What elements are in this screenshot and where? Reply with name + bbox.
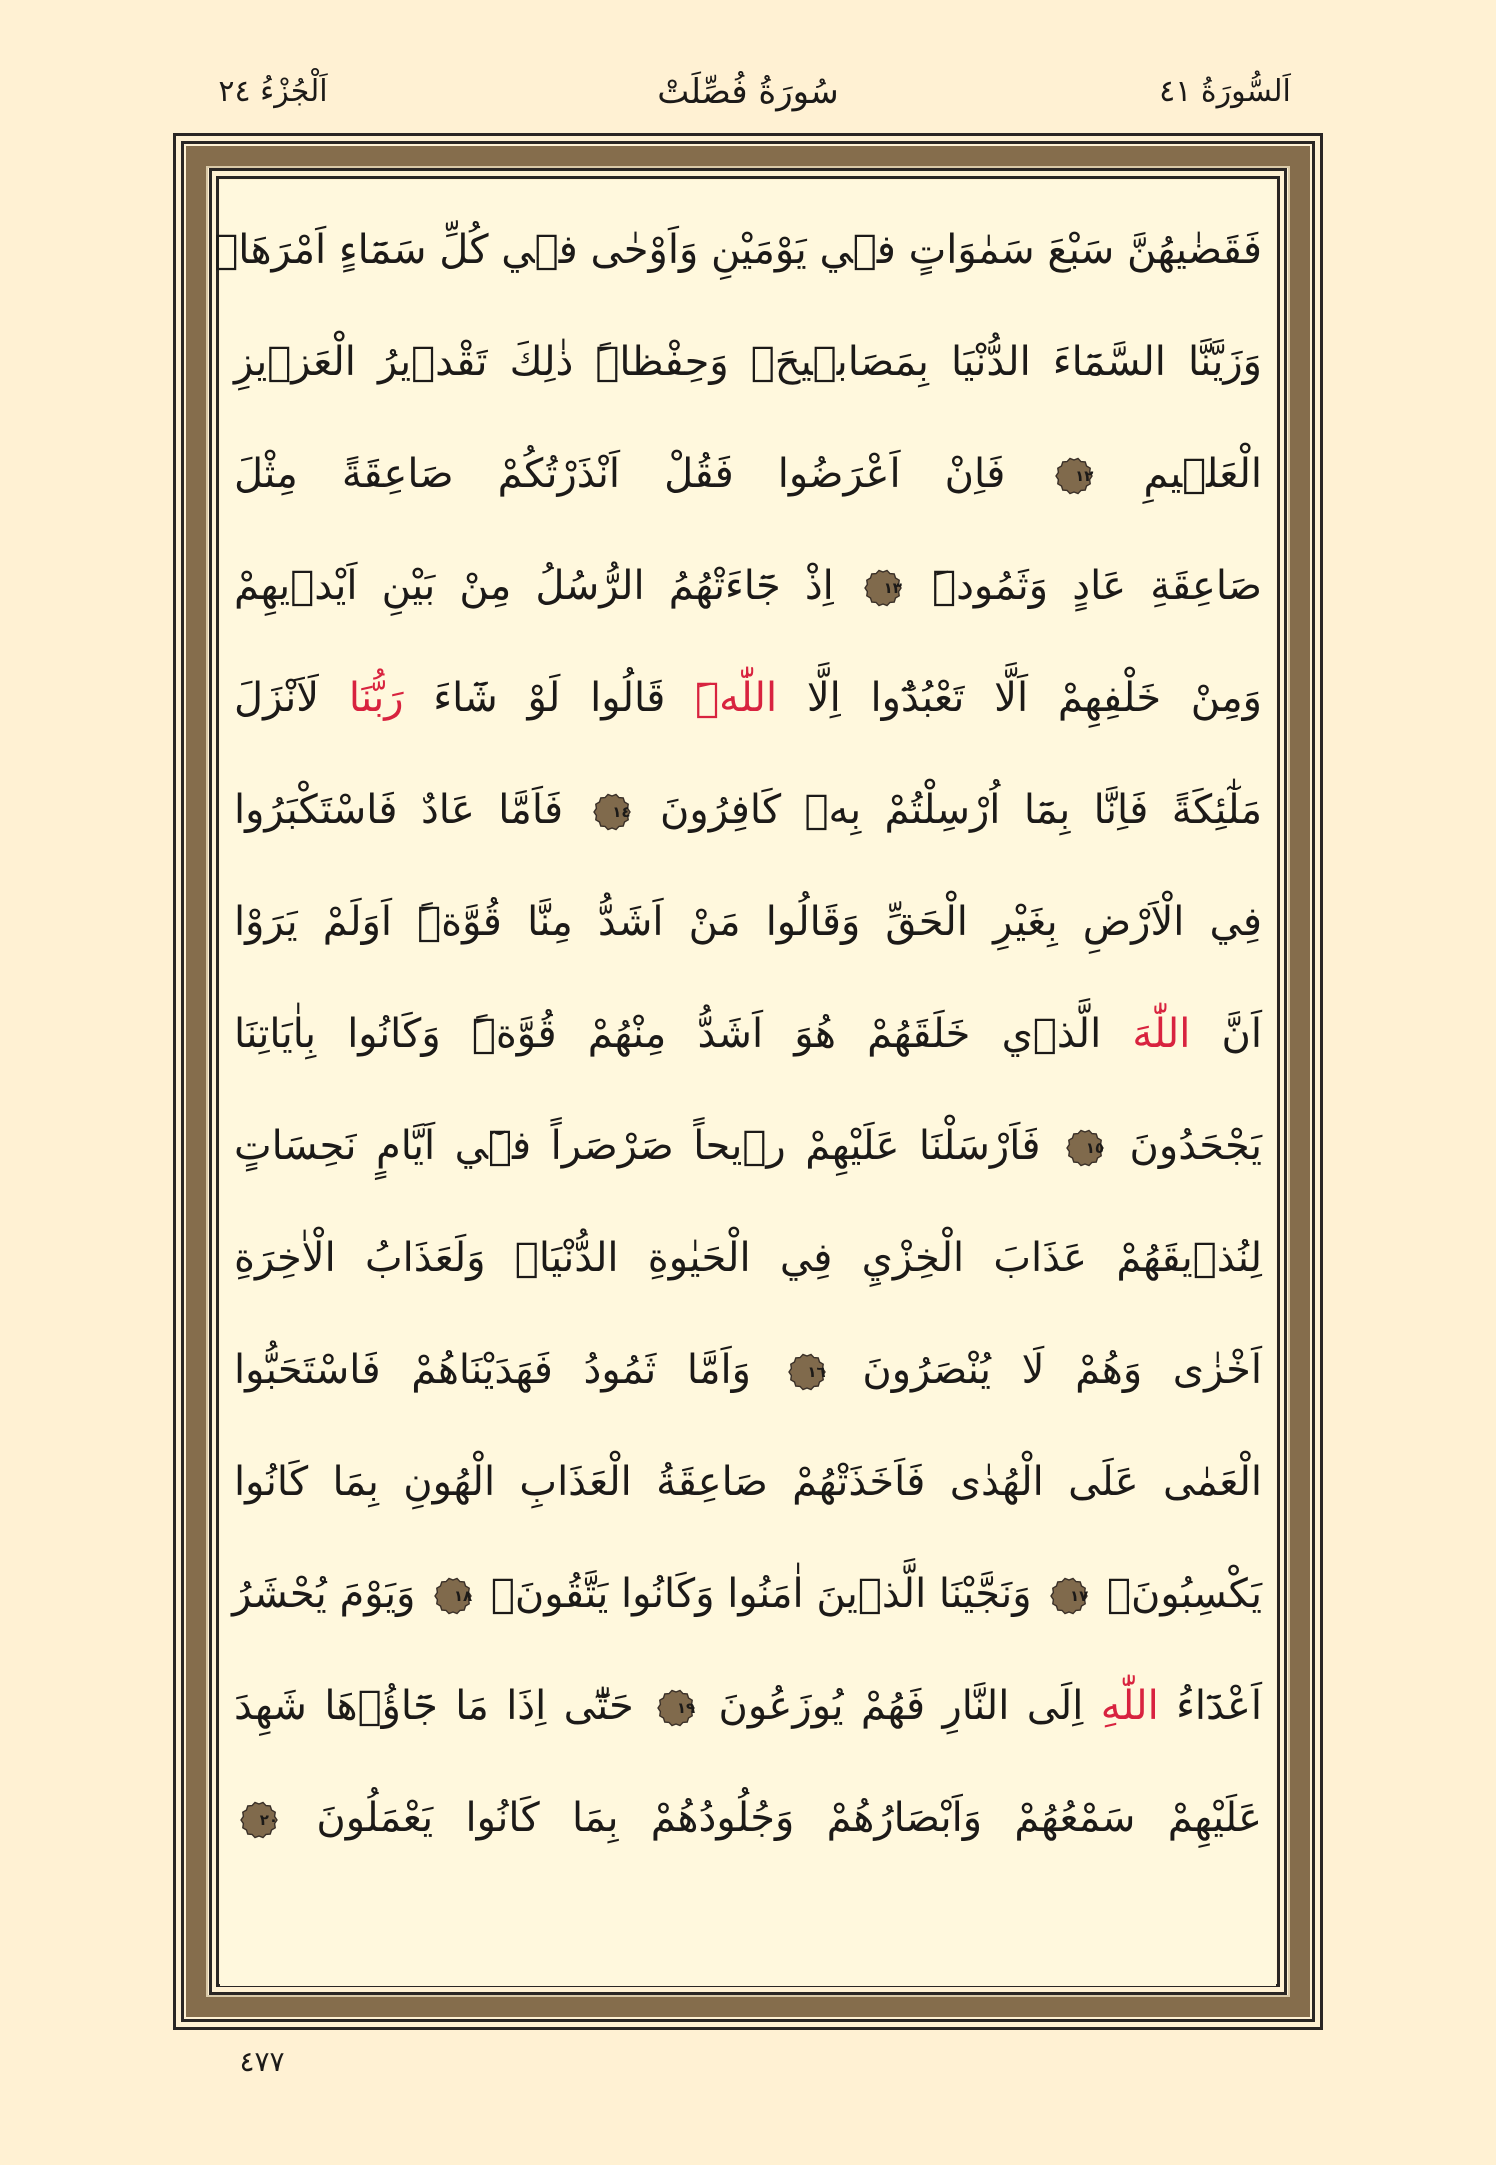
- verse-text: فَاَرْسَلْنَا عَلَيْهِمْ ر۪يحاً صَرْصَراً ف۪ٓي اَيَّامٍ نَحِسَاتٍ: [234, 1123, 1041, 1169]
- ayah-number-marker: [788, 1353, 826, 1391]
- text-line: [234, 1426, 1262, 1538]
- ayah-number-marker: [434, 1577, 472, 1615]
- verse-text: عَلَيْهِمْ سَمْعُهُمْ وَاَبْصَارُهُمْ وَجُلُودُهُمْ بِمَا كَانُوا يَعْمَلُونَ: [316, 1795, 1262, 1841]
- text-line: [234, 642, 1262, 754]
- text-line: [234, 530, 1262, 642]
- ayah-number-marker: [1066, 1129, 1104, 1167]
- ayah-number: ١٥: [1085, 1139, 1105, 1157]
- ayah-number-marker: [657, 1689, 695, 1727]
- verse-text: اَعْدَٓاءُ: [1158, 1683, 1262, 1729]
- verse-text: فِي الْاَرْضِ بِغَيْرِ الْحَقِّ وَقَالُوا مَنْ اَشَدُّ مِنَّا قُوَّةًۜ اَوَلَمْ يَرَوْا: [234, 899, 1262, 945]
- text-line: [214, 194, 1262, 306]
- text-line: [234, 1538, 1262, 1650]
- verse-text: اَخْزٰى وَهُمْ لَا يُنْصَرُونَ: [862, 1347, 1263, 1393]
- verse-text: فَاَمَّا عَادٌ فَاسْتَكْبَرُوا: [234, 787, 564, 833]
- verse-text: صَاعِقَةِ عَادٍ وَثَمُودَۜ: [932, 563, 1262, 609]
- ayah-number-marker: [240, 1801, 278, 1839]
- text-line: [234, 754, 1262, 866]
- verse-text: وَيَوْمَ يُحْشَرُ: [232, 1571, 416, 1617]
- text-line: [234, 866, 1262, 978]
- page-number: ٤٧٧: [239, 2045, 285, 2078]
- text-line: [234, 1650, 1262, 1762]
- juz-label: اَلْجُزْءُ ٢٤: [218, 74, 328, 109]
- verse-text: الْعَل۪يمِ: [1143, 451, 1262, 497]
- ayah-number: ١٤: [612, 803, 631, 821]
- surah-title: سُورَةُ فُصِّلَتْ: [657, 72, 839, 112]
- divine-name-highlight: اللّٰهِ: [1100, 1683, 1159, 1729]
- ayah-number: ١٨: [453, 1587, 473, 1605]
- ayah-number-marker: [1055, 457, 1093, 495]
- quran-text-area: [214, 180, 1276, 1986]
- text-line: [234, 978, 1262, 1090]
- ayah-number: ١٧: [1069, 1587, 1089, 1605]
- verse-text: حَتّٰٓى اِذَا مَا جَٓاؤُ۫هَا شَهِدَ: [234, 1683, 634, 1729]
- ayah-number: ١٦: [807, 1363, 826, 1381]
- ayah-number-marker: [593, 793, 631, 831]
- ayah-number-marker: [1050, 1577, 1088, 1615]
- text-line: [234, 1090, 1262, 1202]
- verse-text: اِذْ جَٓاءَتْهُمُ الرُّسُلُ مِنْ بَيْنِ اَيْد۪يهِمْ: [234, 563, 834, 609]
- verse-text: قَالُوا لَوْ شَٓاءَ: [403, 675, 696, 721]
- verse-text: اِلَى النَّارِ فَهُمْ يُوزَعُونَ: [718, 1683, 1101, 1729]
- verse-text: مَلٰٓئِكَةً فَاِنَّا بِمَٓا اُرْسِلْتُمْ بِه۪ كَافِرُونَ: [660, 787, 1263, 833]
- verse-text: وَاَمَّا ثَمُودُ فَهَدَيْنَاهُمْ فَاسْتَحَبُّوا: [234, 1347, 751, 1393]
- verse-text: وَمِنْ خَلْفِهِمْ اَلَّا تَعْبُدُٓوا اِلَّا: [777, 675, 1262, 721]
- ayah-number: ١٢: [1075, 467, 1094, 485]
- surah-number-label: اَلسُّورَةُ ٤١: [1159, 74, 1291, 109]
- divine-name-highlight: اللّٰهَۜ: [695, 675, 778, 721]
- divine-name-highlight: رَبُّنَا: [348, 675, 404, 721]
- text-line: [234, 1202, 1262, 1314]
- verse-text: يَجْحَدُونَ: [1129, 1123, 1262, 1169]
- text-line: [234, 306, 1262, 418]
- verse-text: اَنَّ: [1190, 1011, 1263, 1057]
- verse-text: لَاَنْزَلَ: [234, 675, 349, 721]
- ayah-number: ١٣: [883, 579, 902, 597]
- verse-text: فَقَضٰيهُنَّ سَبْعَ سَمٰوَاتٍ ف۪ي يَوْمَيْنِ وَاَوْحٰى ف۪ي كُلِّ سَمَٓاءٍ اَمْرَهَاۜ: [214, 227, 1262, 273]
- verse-text: فَاِنْ اَعْرَضُوا فَقُلْ اَنْذَرْتُكُمْ صَاعِقَةً مِثْلَ: [234, 451, 1006, 497]
- verse-text: وَزَيَّنَّا السَّمَٓاءَ الدُّنْيَا بِمَصَاب۪يحَۗ وَحِفْظاًۜ ذٰلِكَ تَقْد۪يرُ الْعَز۪يزِ: [234, 339, 1262, 385]
- verse-text: وَنَجَّيْنَا الَّذ۪ينَ اٰمَنُوا وَكَانُوا يَتَّقُونَ۠: [490, 1571, 1032, 1617]
- ayah-number-marker: [864, 569, 902, 607]
- text-line: [234, 418, 1262, 530]
- verse-text: لِنُذ۪يقَهُمْ عَذَابَ الْخِزْيِ فِي الْحَيٰوةِ الدُّنْيَاۜ وَلَعَذَابُ الْاٰخِرَةِ: [234, 1235, 1262, 1281]
- ayah-number: ١٩: [676, 1699, 696, 1717]
- ayah-number: ٢٠: [259, 1811, 278, 1829]
- verse-text: الَّذ۪ي خَلَقَهُمْ هُوَ اَشَدُّ مِنْهُمْ قُوَّةًۜ وَكَانُوا بِاٰيَاتِنَا: [234, 1011, 1133, 1057]
- verse-text: يَكْسِبُونَۚ: [1106, 1571, 1262, 1617]
- text-line: [234, 1762, 1262, 1874]
- divine-name-highlight: اللّٰهَ: [1132, 1011, 1191, 1057]
- verse-text: الْعَمٰى عَلَى الْهُدٰى فَاَخَذَتْهُمْ صَاعِقَةُ الْعَذَابِ الْهُونِ بِمَا كَانُوا: [234, 1459, 1262, 1505]
- text-line: [234, 1314, 1262, 1426]
- page-header: [0, 62, 1496, 122]
